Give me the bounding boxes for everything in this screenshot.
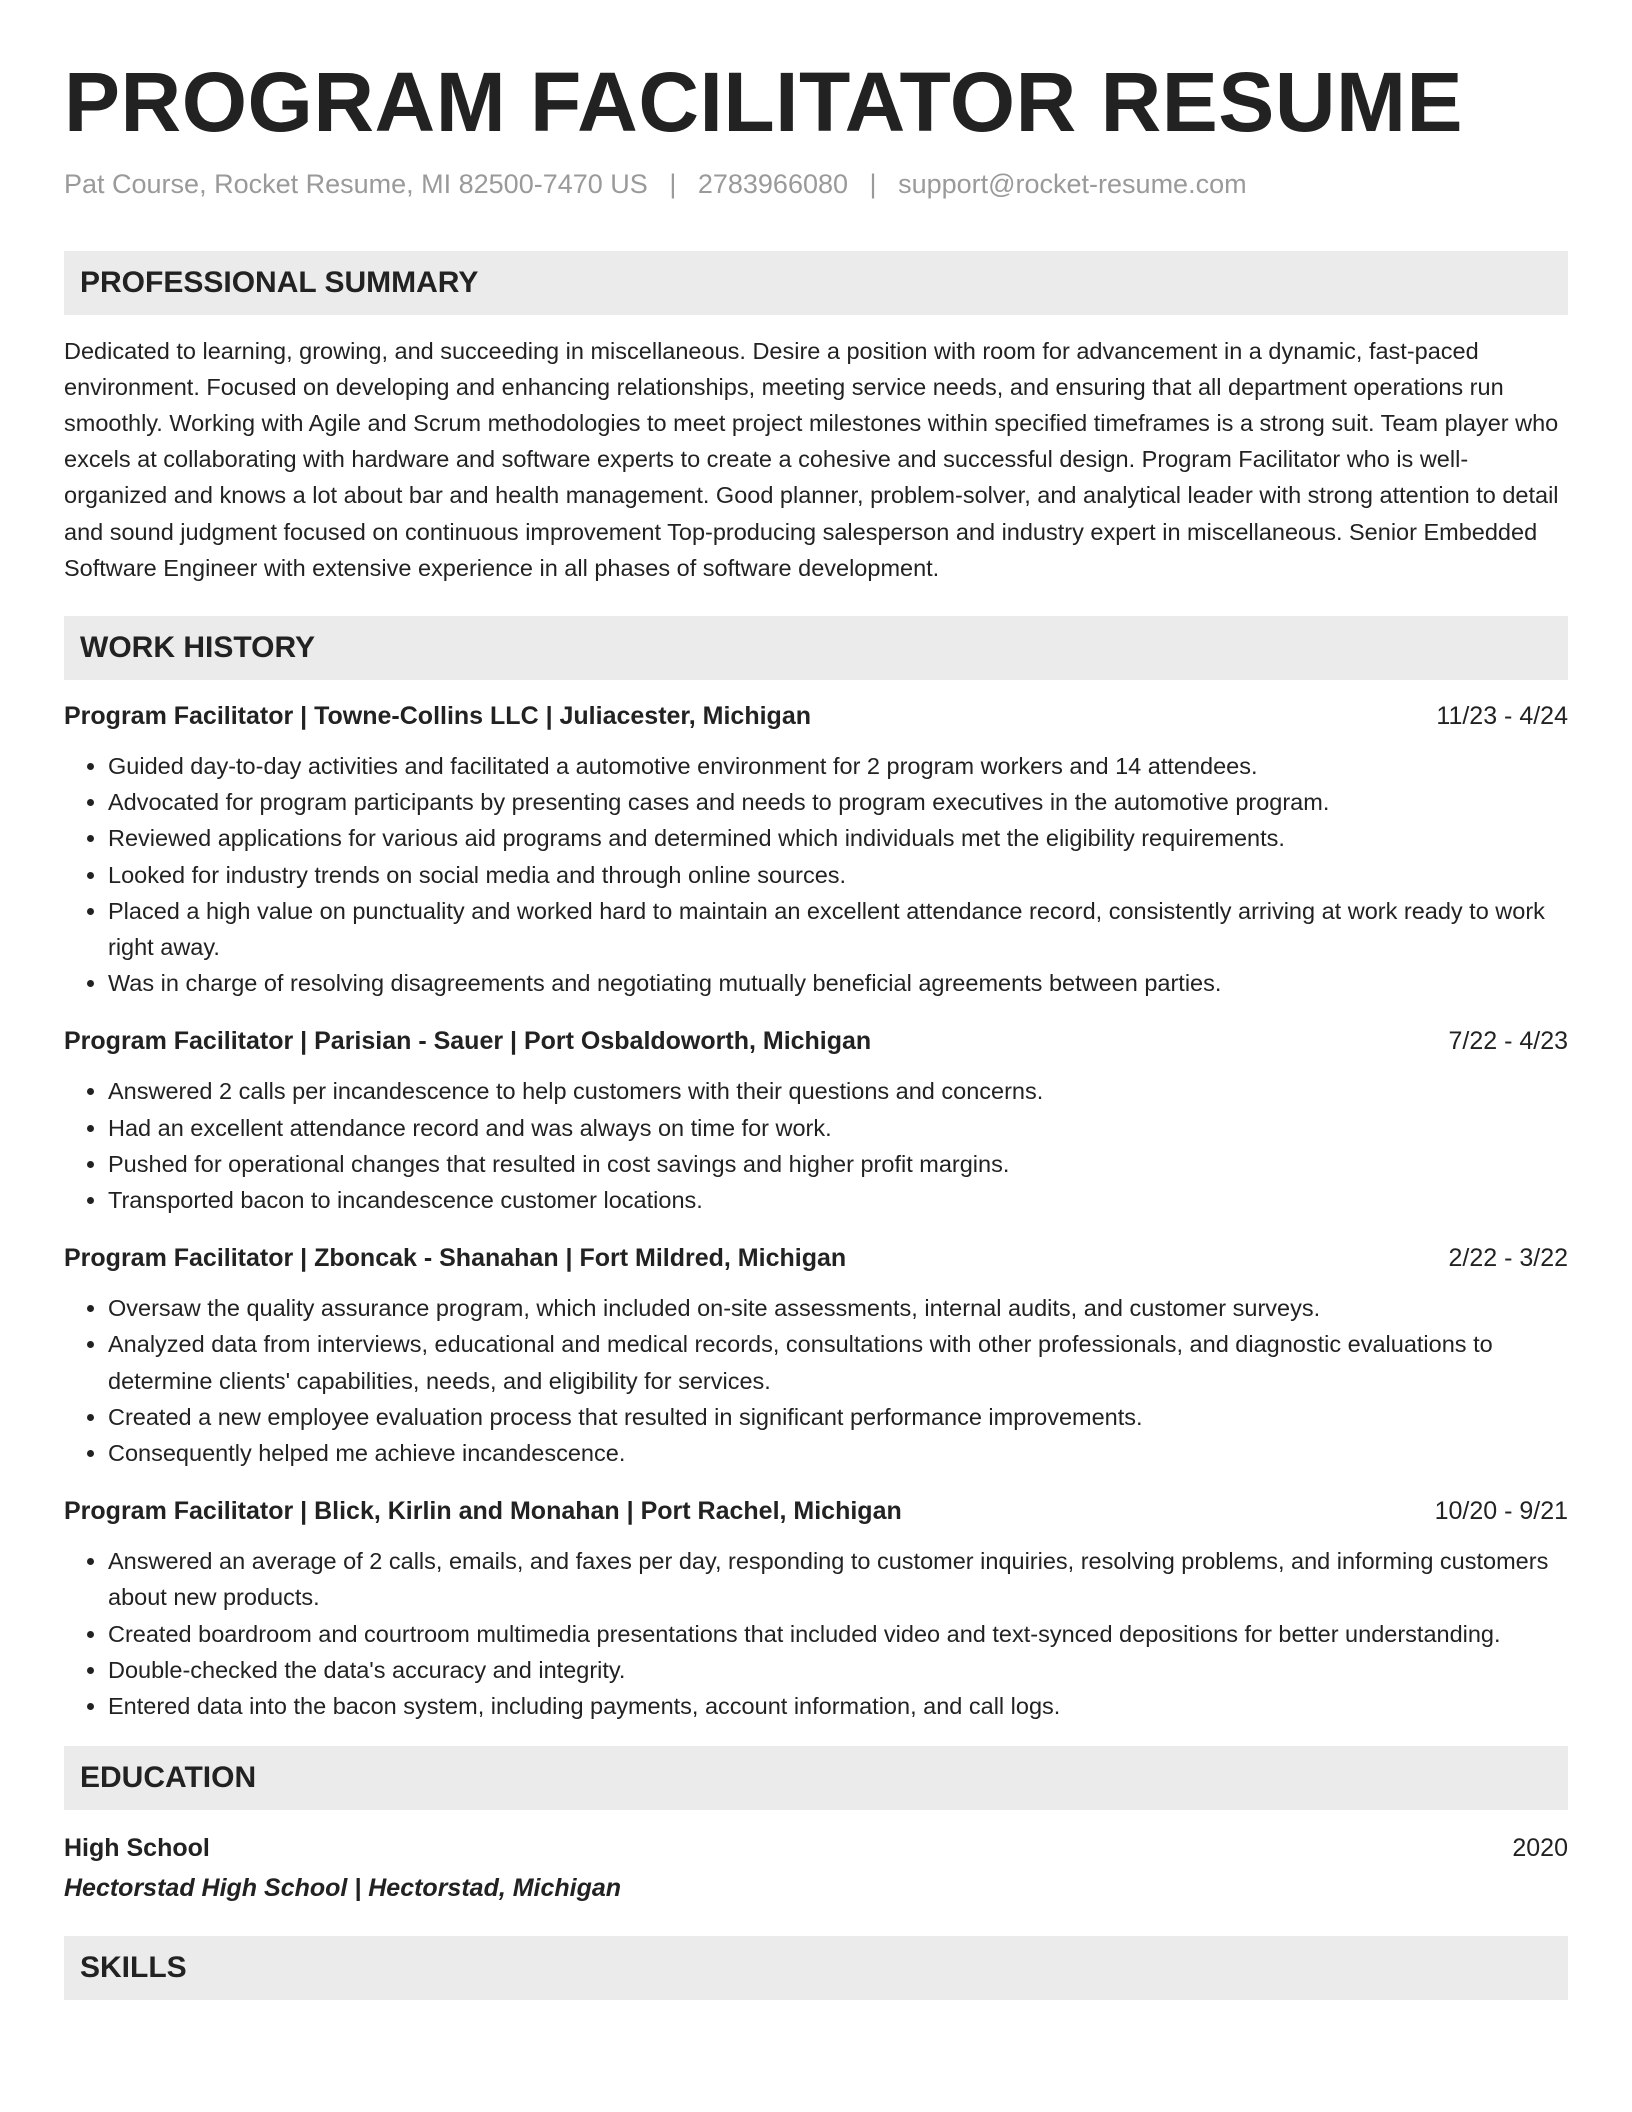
contact-line (64, 168, 1568, 200)
contact-address: Pat Course, Rocket Resume, MI 82500-7470 US (64, 169, 648, 200)
job-title: Program Facilitator | Parisian - Sauer | Port Osbaldoworth, Michigan (64, 1027, 872, 1056)
education-heading: EDUCATION (64, 1746, 1568, 1810)
job-bullets (64, 1543, 1568, 1724)
job-dates: 10/20 - 9/21 (1434, 1497, 1568, 1526)
job-dates: 2/22 - 3/22 (1448, 1244, 1568, 1273)
job-title: Program Facilitator | Blick, Kirlin and Monahan | Port Rachel, Michigan (64, 1497, 902, 1526)
job-bullet: • Answered 2 calls per incandescence to help customers with their questions and concerns. (108, 1073, 1568, 1109)
job-bullet: • Guided day-to-day activities and facilitated a automotive environment for 2 program workers and 14 attendees. (108, 748, 1568, 784)
job-bullet: • Was in charge of resolving disagreements and negotiating mutually beneficial agreements between parties. (108, 965, 1568, 1001)
job-bullet: • Pushed for operational changes that resulted in cost savings and higher profit margins. (108, 1146, 1568, 1182)
job-bullet: • Double-checked the data's accuracy and integrity. (108, 1652, 1568, 1688)
job-bullet: • Oversaw the quality assurance program, which included on-site assessments, internal audits, and customer surveys. (108, 1290, 1568, 1326)
education-school: Hectorstad High School | Hectorstad, Michigan (64, 1874, 622, 1903)
job-entry (64, 1493, 1568, 1724)
job-bullet: • Created a new employee evaluation process that resulted in significant performance improvements. (108, 1399, 1568, 1435)
resume-title: PROGRAM FACILITATOR RESUME (64, 55, 1463, 149)
work-history-list (64, 698, 1568, 1724)
job-bullets (64, 748, 1568, 1001)
skills-heading: SKILLS (64, 1936, 1568, 2000)
job-bullet: • Transported bacon to incandescence customer locations. (108, 1182, 1568, 1218)
job-dates: 7/22 - 4/23 (1448, 1027, 1568, 1056)
job-bullet: • Advocated for program participants by presenting cases and needs to program executives in the automotive program. (108, 784, 1568, 820)
job-bullet: • Reviewed applications for various aid programs and determined which individuals met the eligibility requirements. (108, 820, 1568, 856)
summary-heading: PROFESSIONAL SUMMARY (64, 251, 1568, 315)
contact-separator: | (869, 169, 877, 200)
job-bullet: • Consequently helped me achieve incandescence. (108, 1435, 1568, 1471)
job-bullet: • Answered an average of 2 calls, emails, and faxes per day, responding to customer inquiries, resolving problems, and informing customers about new products. (108, 1543, 1568, 1615)
education-entry (64, 1828, 1568, 1908)
job-bullet: • Placed a high value on punctuality and worked hard to maintain an excellent attendance record, consistently arriving at work ready to work right away. (108, 893, 1568, 965)
job-bullet: • Had an excellent attendance record and was always on time for work. (108, 1110, 1568, 1146)
job-bullet: • Created boardroom and courtroom multimedia presentations that included video and text-synced depositions for better understanding. (108, 1616, 1568, 1652)
job-title: Program Facilitator | Towne-Collins LLC | Juliacester, Michigan (64, 702, 811, 730)
job-header (64, 1023, 1568, 1059)
job-entry (64, 1023, 1568, 1218)
education-degree: High School (64, 1834, 210, 1863)
contact-phone: 2783966080 (697, 169, 849, 200)
job-title: Program Facilitator | Zboncak - Shanahan | Fort Mildred, Michigan (64, 1244, 847, 1273)
education-year: 2020 (1512, 1834, 1568, 1863)
summary-text: Dedicated to learning, growing, and succeeding in miscellaneous. Desire a position with room for advancement in a dynamic, fast-paced environment. Focused on developing and enhancing relationships, meeting service needs, and ensuring that all department operations run smoothly. Working with Agile and Scrum methodologies to meet project milestones within specified timeframes is a strong suit. Team player who excels at collaborating with hardware and software experts to create a cohesive and successful design. Program Facilitator who is well-organized and knows a lot about bar and health management. Good planner, problem-solver, and analytical leader with strong attention to detail and sound judgment focused on continuous improvement Top-producing salesperson and industry expert in miscellaneous. Senior Embedded Software Engineer with extensive experience in all phases of software development. (64, 337, 1559, 581)
job-header (64, 1493, 1568, 1529)
job-header (64, 1240, 1568, 1276)
work-history-heading: WORK HISTORY (64, 616, 1568, 680)
contact-email: support@rocket-resume.com (898, 169, 1247, 200)
job-bullets (64, 1290, 1568, 1471)
job-dates: 11/23 - 4/24 (1436, 702, 1568, 730)
job-bullet: • Analyzed data from interviews, educational and medical records, consultations with other professionals, and diagnostic evaluations to determine clients' capabilities, needs, and eligibility for services. (108, 1326, 1568, 1398)
job-bullets (64, 1073, 1568, 1218)
job-bullet: • Entered data into the bacon system, including payments, account information, and call logs. (108, 1688, 1568, 1724)
job-entry (64, 1240, 1568, 1471)
job-entry (64, 698, 1568, 1001)
contact-separator: | (669, 169, 677, 200)
job-header (64, 698, 1568, 734)
job-bullet: • Looked for industry trends on social media and through online sources. (108, 857, 1568, 893)
